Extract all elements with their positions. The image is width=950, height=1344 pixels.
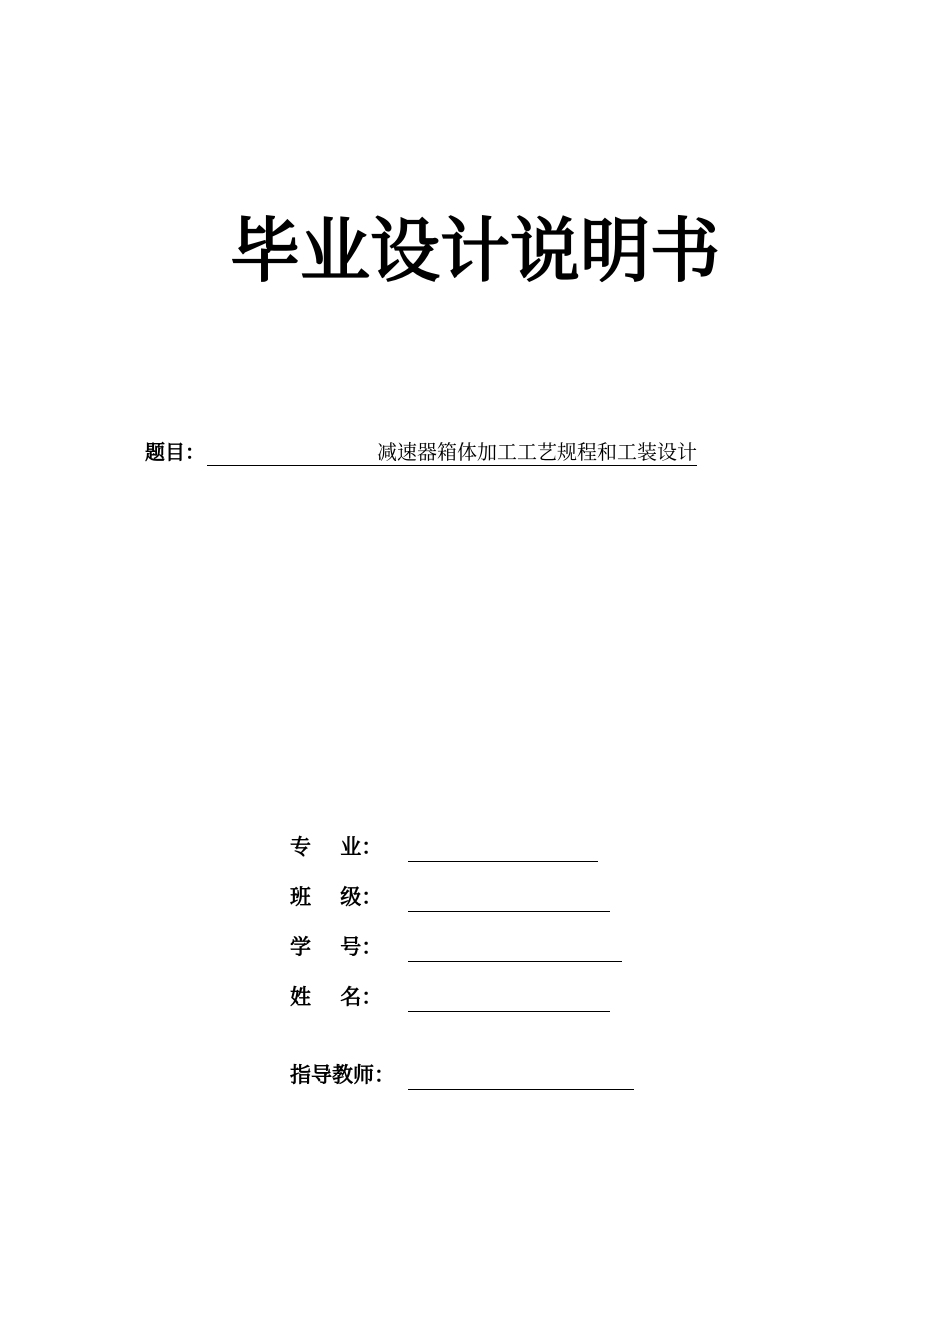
document-title: 毕业设计说明书 <box>230 210 720 292</box>
topic-row <box>145 436 697 466</box>
student-id-label: 学 号： <box>290 935 383 959</box>
advisor-value-line <box>408 1065 634 1090</box>
class-label: 班 级： <box>290 885 383 909</box>
topic-label: 题目： <box>145 440 205 464</box>
name-field <box>290 982 610 1012</box>
student-id-field <box>290 932 622 962</box>
student-id-value-line <box>408 937 622 962</box>
class-field <box>290 882 610 912</box>
name-value-line <box>408 987 610 1012</box>
advisor-field <box>290 1060 634 1090</box>
advisor-label: 指导教师： <box>290 1063 395 1087</box>
major-field <box>290 832 598 862</box>
major-value-line <box>408 837 598 862</box>
class-value-line <box>408 887 610 912</box>
name-label: 姓 名： <box>290 985 383 1009</box>
major-label: 专 业： <box>290 835 383 859</box>
topic-value: 减速器箱体加工工艺规程和工装设计 <box>207 439 697 466</box>
